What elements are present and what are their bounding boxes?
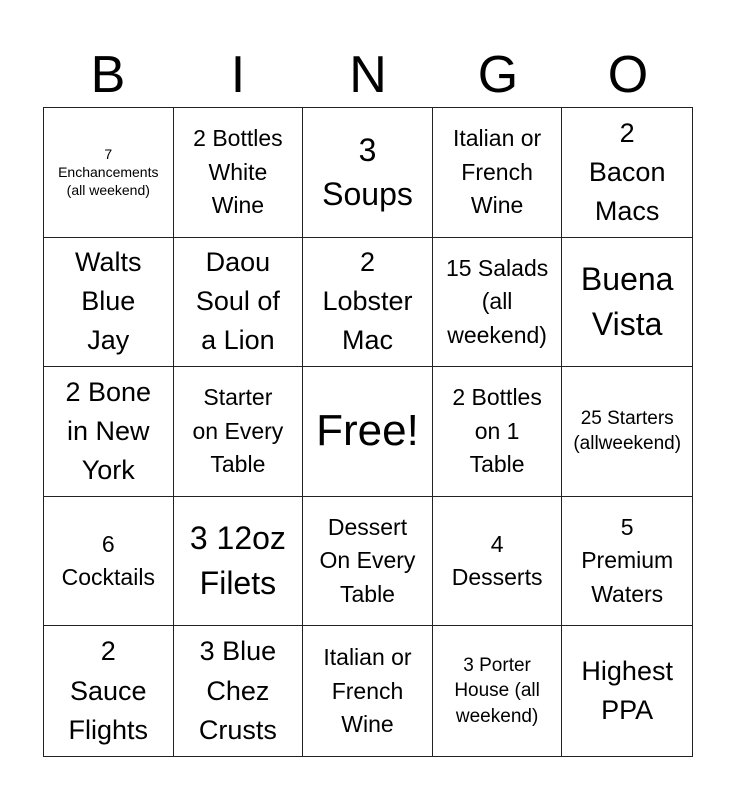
bingo-cell-r2-c1[interactable]: Walts Blue Jay <box>44 238 174 368</box>
bingo-cell-r3-c4[interactable]: 2 Bottles on 1 Table <box>433 367 563 497</box>
bingo-cell-r3-c5[interactable]: 25 Starters (allweekend) <box>562 367 692 497</box>
header-letter-n: N <box>349 46 387 104</box>
bingo-cell-r4-c5[interactable]: 5 Premium Waters <box>562 497 692 627</box>
bingo-cell-free[interactable]: Free! <box>303 367 433 497</box>
bingo-cell-r1-c5[interactable]: 2 Bacon Macs <box>562 108 692 238</box>
bingo-cell-r2-c2[interactable]: Daou Soul of a Lion <box>174 238 304 368</box>
bingo-cell-r4-c1[interactable]: 6 Cocktails <box>44 497 174 627</box>
header-letter-i: I <box>230 46 246 104</box>
bingo-cell-r1-c2[interactable]: 2 Bottles White Wine <box>174 108 304 238</box>
bingo-cell-r1-c3[interactable]: 3 Soups <box>303 108 433 238</box>
bingo-cell-r5-c3[interactable]: Italian or French Wine <box>303 626 433 756</box>
header-letter-b: B <box>90 46 126 104</box>
header-letter-g: G <box>477 46 519 104</box>
bingo-cell-r2-c4[interactable]: 15 Salads (all weekend) <box>433 238 563 368</box>
bingo-cell-r3-c1[interactable]: 2 Bone in New York <box>44 367 174 497</box>
bingo-cell-r5-c4[interactable]: 3 Porter House (all weekend) <box>433 626 563 756</box>
bingo-header <box>43 42 693 108</box>
header-letter-o: O <box>607 46 649 104</box>
bingo-board <box>43 107 693 757</box>
bingo-cell-r1-c1[interactable]: 7 Enchancements (all weekend) <box>44 108 174 238</box>
bingo-cell-r2-c3[interactable]: 2 Lobster Mac <box>303 238 433 368</box>
bingo-cell-r4-c3[interactable]: Dessert On Every Table <box>303 497 433 627</box>
bingo-cell-r4-c4[interactable]: 4 Desserts <box>433 497 563 627</box>
bingo-cell-r2-c5[interactable]: Buena Vista <box>562 238 692 368</box>
bingo-cell-r4-c2[interactable]: 3 12oz Filets <box>174 497 304 627</box>
bingo-cell-r5-c2[interactable]: 3 Blue Chez Crusts <box>174 626 304 756</box>
bingo-cell-r3-c2[interactable]: Starter on Every Table <box>174 367 304 497</box>
bingo-cell-r1-c4[interactable]: Italian or French Wine <box>433 108 563 238</box>
bingo-cell-r5-c5[interactable]: Highest PPA <box>581 656 673 726</box>
bingo-cell-r5-c1[interactable]: 2 Sauce Flights <box>44 626 174 756</box>
